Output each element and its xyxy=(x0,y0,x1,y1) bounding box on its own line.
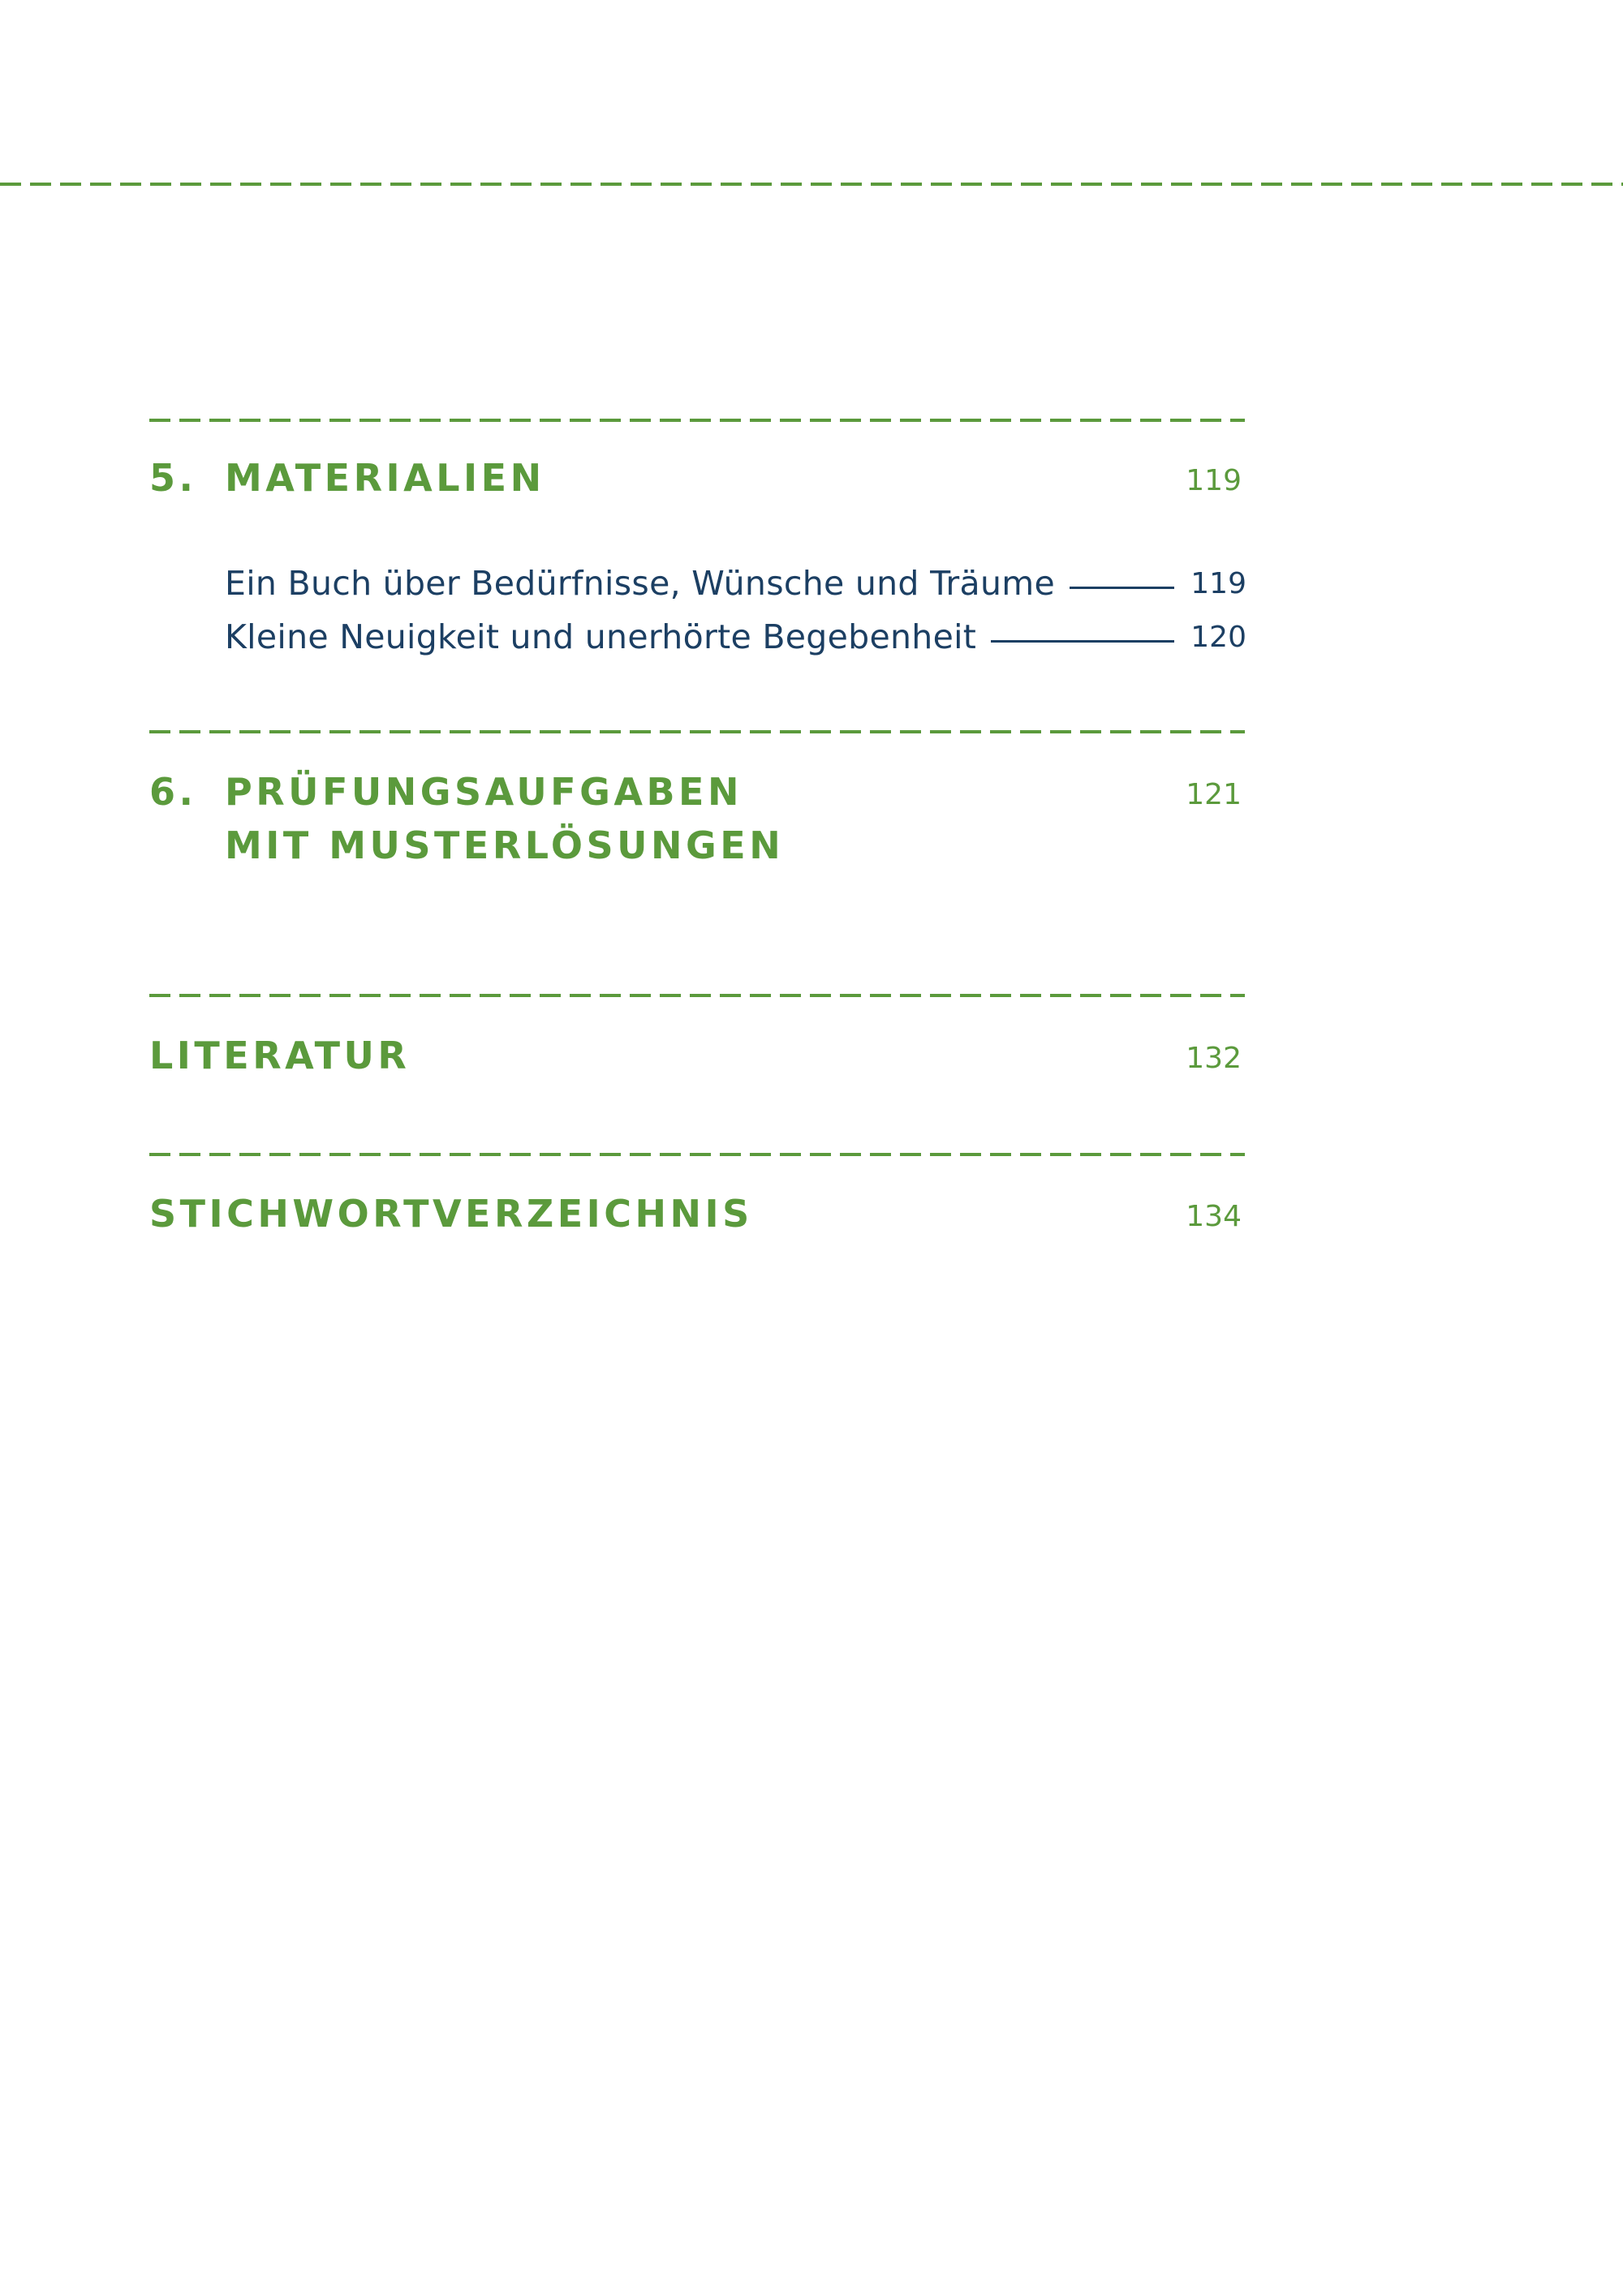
toc-entry-bedurfnisse[interactable] xyxy=(225,560,1246,607)
literatur-rule xyxy=(149,994,1245,997)
top-dashed-rule xyxy=(0,183,1623,186)
section-title: MATERIALIEN xyxy=(225,456,545,500)
section-title: STICHWORTVERZEICHNIS xyxy=(149,1192,753,1236)
section-title-line-2: MIT MUSTERLÖSUNGEN xyxy=(225,823,785,867)
leader-line xyxy=(991,640,1174,643)
toc-entry-neuigkeit[interactable] xyxy=(225,613,1246,660)
section-6-rule xyxy=(149,730,1245,733)
section-number: 6. xyxy=(149,770,197,814)
stichwortverzeichnis-rule xyxy=(149,1153,1245,1156)
entry-title: Ein Buch über Bedürfnisse, Wünsche und Träume xyxy=(225,564,1056,603)
section-5-rule xyxy=(149,419,1245,422)
section-title: LITERATUR xyxy=(149,1034,411,1077)
entry-title: Kleine Neuigkeit und unerhörte Begebenheit xyxy=(225,617,977,656)
section-page-number: 132 xyxy=(1186,1042,1242,1075)
entry-page-number: 120 xyxy=(1190,620,1246,654)
section-title-line-1: PRÜFUNGSAUFGABEN xyxy=(225,770,743,814)
leader-line xyxy=(1070,587,1174,589)
section-page-number: 121 xyxy=(1186,778,1242,811)
section-page-number: 119 xyxy=(1186,464,1242,497)
section-number: 5. xyxy=(149,456,197,500)
entry-page-number: 119 xyxy=(1190,566,1246,600)
section-page-number: 134 xyxy=(1186,1200,1242,1233)
